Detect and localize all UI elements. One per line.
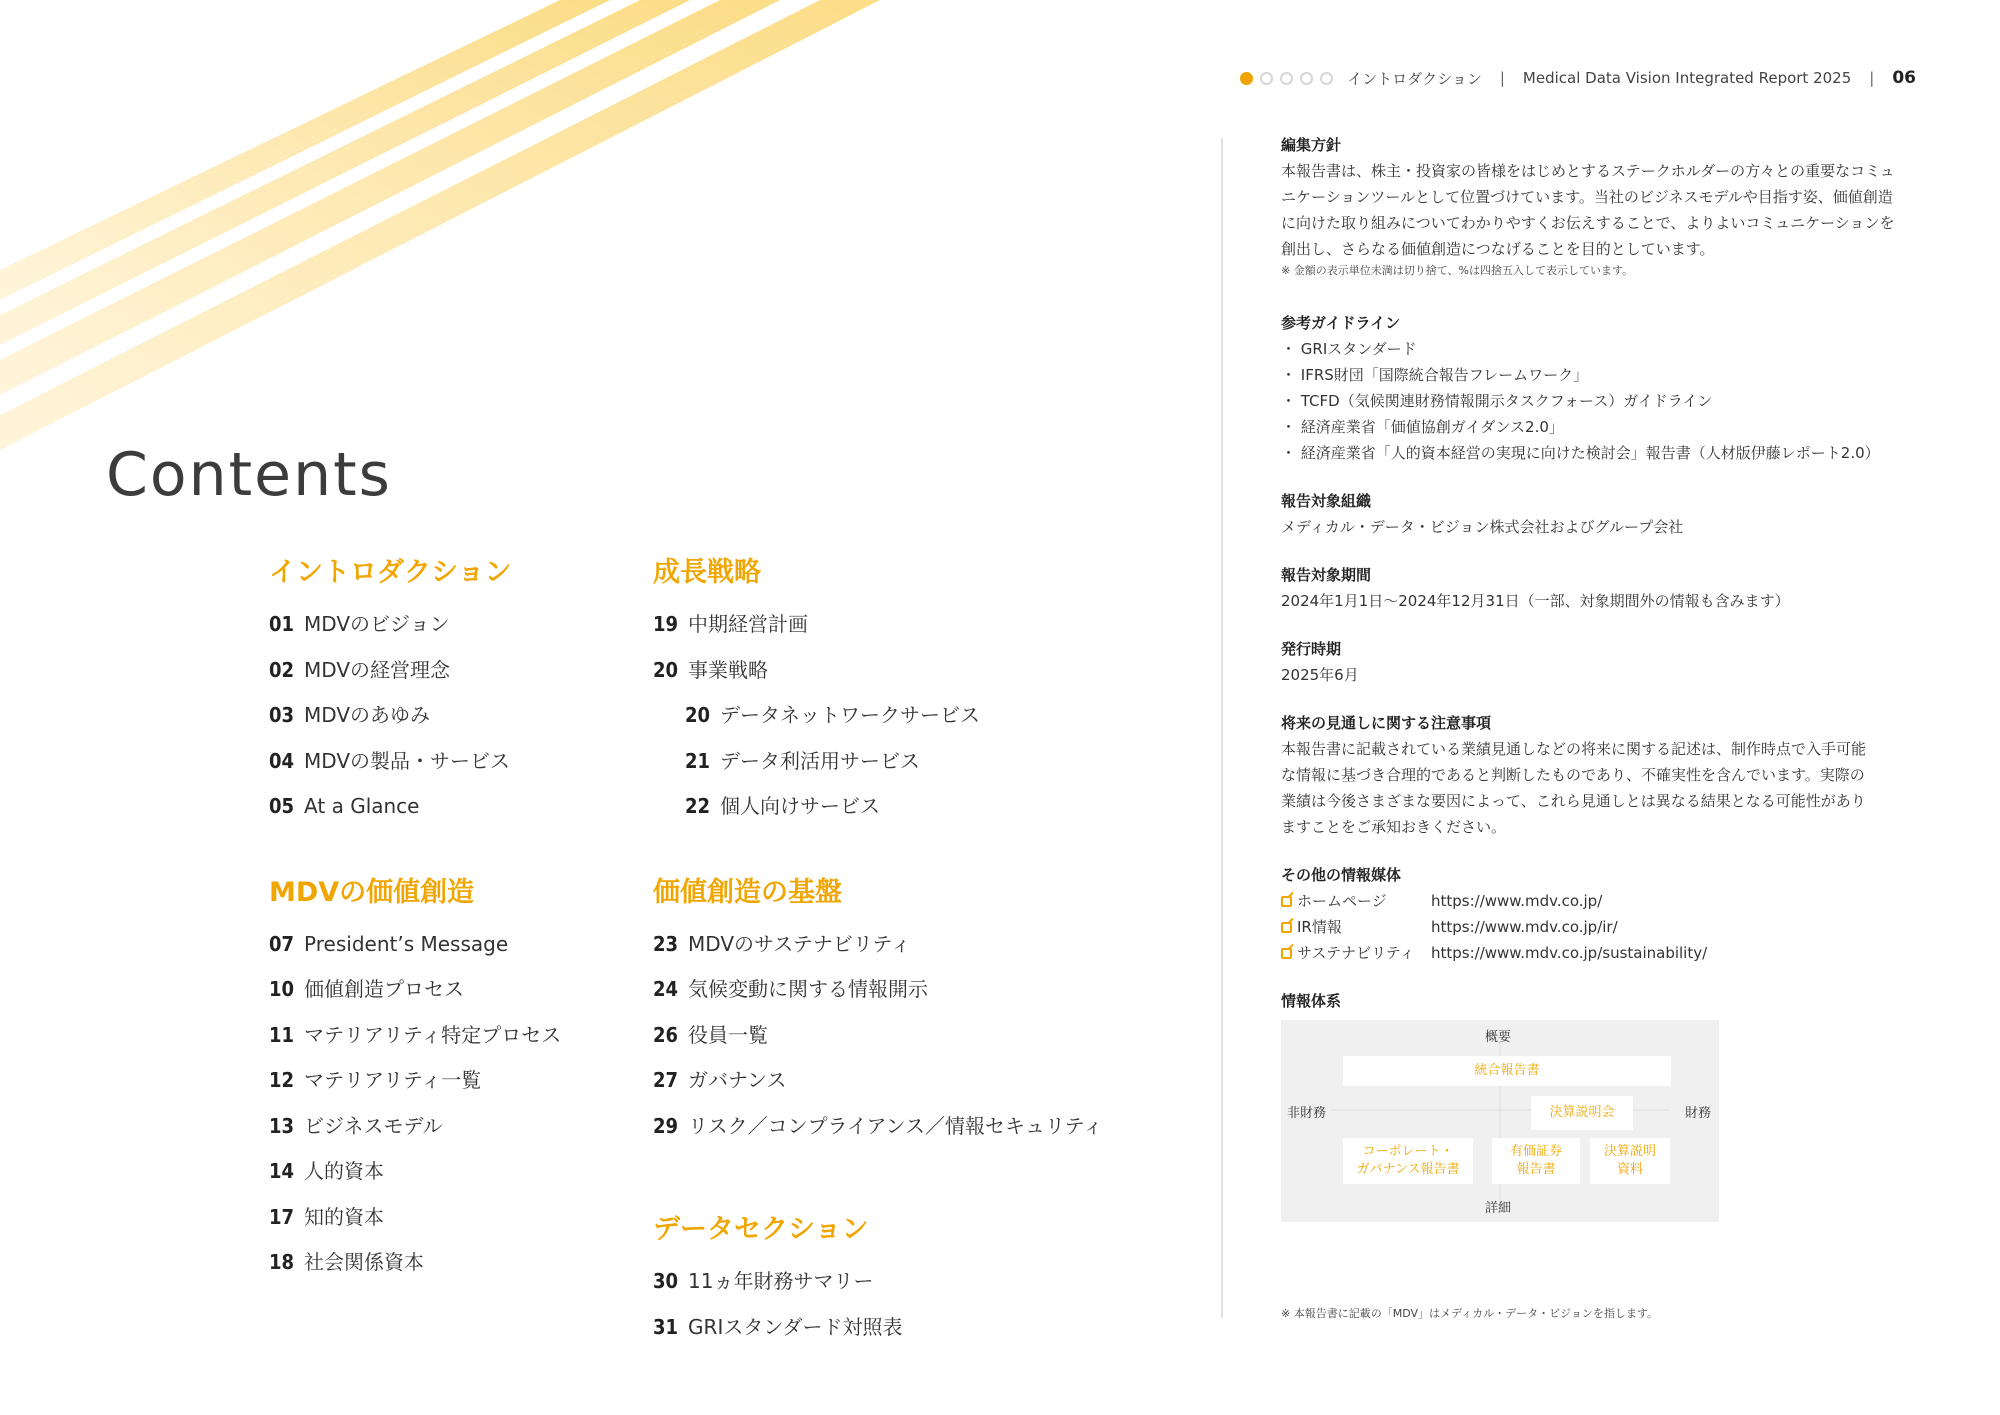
axis-top-label: 概要	[1485, 1030, 1512, 1045]
box-text: ガバナンス報告書	[1356, 1162, 1460, 1177]
toc-item[interactable]	[269, 967, 689, 1013]
toc-section-heading: 価値創造の基盤	[653, 876, 842, 908]
toc-item-number: 14	[269, 1159, 295, 1183]
toc-item-label: リスク／コンプライアンス／情報セキュリティ	[688, 1113, 1104, 1138]
toc-item-number: 30	[653, 1269, 679, 1293]
editorial-policy	[1281, 132, 1921, 280]
report-organization	[1281, 488, 1921, 540]
toc-item-number: 05	[269, 794, 295, 818]
footnote: ※ 金額の表示単位未満は切り捨て、%は四捨五入して表示しています。	[1281, 264, 1634, 277]
indicator-dot	[1280, 72, 1293, 85]
toc-section-heading: 成長戦略	[653, 557, 761, 588]
toc-subitem[interactable]	[653, 784, 1173, 830]
toc-item-label: MDVのビジョン	[304, 612, 450, 636]
block-heading: 参考ガイドライン	[1281, 314, 1401, 332]
info-system	[1281, 988, 1921, 1222]
toc-item-number: 11	[269, 1022, 295, 1047]
toc-item-label: 社会関係資本	[304, 1250, 425, 1274]
page-header	[1240, 66, 1916, 90]
toc-item-number: 20	[685, 703, 711, 727]
external-link-icon	[1281, 896, 1292, 907]
box-text: 決算説明	[1603, 1144, 1656, 1159]
toc-item-label: MDVのサステナビリティ	[688, 931, 911, 956]
issue-date	[1281, 636, 1921, 688]
box-securities-report	[1492, 1138, 1580, 1184]
toc-item-number: 10	[269, 977, 295, 1001]
toc-item-label: 気候変動に関する情報開示	[688, 977, 929, 1001]
paragraph-line: 業績は今後さまざまな要因によって、これら見通しとは異なる結果となる可能性があり	[1281, 792, 1866, 810]
toc-item-number: 01	[269, 612, 295, 636]
block-text: メディカル・データ・ビジョン株式会社およびグループ会社	[1281, 518, 1684, 536]
media-url[interactable]: https://www.mdv.co.jp/ir/	[1431, 918, 1618, 936]
toc-item-label: 知的資本	[304, 1204, 385, 1229]
toc-item[interactable]	[653, 1259, 1173, 1305]
toc-item-label: 事業戦略	[688, 657, 769, 682]
media-link-sustainability[interactable]	[1281, 940, 1921, 966]
box-results-briefing: 決算説明会	[1531, 1096, 1633, 1130]
block-text: 2024年1月1日〜2024年12月31日（一部、対象期間外の情報も含みます）	[1281, 592, 1790, 610]
block-heading: 報告対象組織	[1281, 492, 1372, 510]
axis-right-label: 財務	[1685, 1106, 1712, 1121]
box-text: 報告書	[1516, 1162, 1556, 1177]
toc-item-number: 18	[269, 1250, 295, 1274]
toc-item-label: 役員一覧	[688, 1022, 769, 1047]
toc-item-number: 19	[653, 612, 679, 636]
toc-item-label: MDVのあゆみ	[304, 703, 431, 727]
box-briefing-materials	[1590, 1138, 1670, 1184]
toc-item[interactable]	[269, 1195, 689, 1241]
toc-item[interactable]	[653, 967, 1173, 1013]
toc-item-label: 価値創造プロセス	[304, 977, 465, 1001]
block-heading: 編集方針	[1281, 136, 1342, 154]
toc-section-heading: MDVの価値創造	[269, 876, 475, 908]
toc-item-label: マテリアリティ特定プロセス	[304, 1022, 562, 1047]
toc-item-label: MDVの製品・サービス	[304, 748, 511, 773]
toc-item-number: 29	[653, 1113, 679, 1138]
paragraph-line: 本報告書は、株主・投資家の皆様をはじめとするステークホルダーの方々との重要なコミュ	[1281, 162, 1895, 180]
paragraph-line: ニケーションツールとして位置づけています。当社のビジネスモデルや目指す姿、価値創造	[1281, 188, 1893, 206]
toc-item[interactable]	[269, 1240, 689, 1286]
box-text: 資料	[1616, 1162, 1643, 1177]
header-section: イントロダクション	[1347, 69, 1482, 88]
box-text: コーポレート・	[1362, 1144, 1454, 1159]
external-link-icon	[1281, 922, 1292, 933]
toc-item-number: 24	[653, 977, 679, 1001]
other-media	[1281, 862, 1921, 966]
media-link-ir[interactable]	[1281, 914, 1921, 940]
indicator-dot	[1300, 72, 1313, 85]
toc-item-label: 人的資本	[304, 1159, 385, 1183]
indicator-dot	[1320, 72, 1333, 85]
block-heading: 発行時期	[1281, 640, 1342, 658]
block-heading: 情報体系	[1281, 992, 1342, 1010]
toc-item[interactable]	[653, 1104, 1173, 1150]
toc-item-number: 12	[269, 1068, 295, 1092]
list-item: ・ 経済産業省「人的資本経営の実現に向けた検討会」報告書（人材版伊藤レポート2.0）	[1281, 444, 1880, 462]
toc-item[interactable]	[653, 602, 1173, 648]
toc-item-number: 03	[269, 703, 295, 727]
page-footnote: ※ 本報告書に記載の「MDV」はメディカル・データ・ビジョンを指します。	[1281, 1307, 1659, 1320]
toc-item-number: 26	[653, 1022, 679, 1047]
toc-item-label: MDVの経営理念	[304, 657, 451, 682]
toc-item[interactable]	[269, 784, 689, 830]
header-separator: |	[1499, 69, 1505, 87]
toc-item[interactable]	[269, 1013, 689, 1059]
toc-item-label: President’s Message	[304, 931, 509, 956]
toc-item[interactable]	[269, 1149, 689, 1195]
toc-item[interactable]	[269, 693, 689, 739]
list-item: ・ GRIスタンダード	[1281, 340, 1417, 358]
contents-title: Contents	[106, 440, 392, 510]
report-period	[1281, 562, 1921, 614]
toc-item-number: 22	[685, 794, 711, 818]
toc-section	[653, 550, 1173, 830]
header-report-title: Medical Data Vision Integrated Report 2025	[1522, 69, 1852, 87]
toc-item[interactable]	[653, 648, 1173, 694]
toc-item-label: GRIスタンダード対照表	[688, 1314, 903, 1339]
block-heading: その他の情報媒体	[1281, 866, 1402, 884]
toc-item[interactable]	[269, 648, 689, 694]
paragraph-line: に向けた取り組みについてわかりやすくお伝えすることで、よりよいコミュニケーションを	[1281, 214, 1895, 232]
toc-item-label: 11ヵ年財務サマリー	[688, 1269, 874, 1293]
header-separator: |	[1869, 69, 1875, 87]
paragraph-line: な情報に基づき合理的であると判断したものであり、不確実性を含んでいます。実際の	[1281, 766, 1865, 784]
media-label: ホームページ	[1297, 892, 1387, 910]
axis-left-label: 非財務	[1287, 1106, 1327, 1121]
toc-item-label: 中期経営計画	[688, 612, 809, 636]
guidelines	[1281, 310, 1921, 466]
page-number: 06	[1892, 68, 1916, 88]
box-text: 有価証券	[1509, 1144, 1562, 1159]
toc-item[interactable]	[269, 602, 689, 648]
toc-item[interactable]	[653, 1058, 1173, 1104]
toc-item[interactable]	[269, 739, 689, 785]
list-item: ・ IFRS財団「国際統合報告フレームワーク」	[1281, 366, 1589, 384]
box-integrated-report: 統合報告書	[1343, 1056, 1671, 1086]
toc-item-label: ビジネスモデル	[304, 1113, 443, 1138]
toc-section	[269, 870, 689, 1286]
toc-section-heading: データセクション	[653, 1214, 869, 1245]
block-heading: 将来の見通しに関する注意事項	[1281, 714, 1492, 732]
external-link-icon	[1281, 948, 1292, 959]
indicator-dot-active	[1240, 72, 1253, 85]
toc-subitem[interactable]	[653, 693, 1173, 739]
indicator-dot	[1260, 72, 1273, 85]
toc-item-number: 02	[269, 657, 295, 682]
axis-bottom-label: 詳細	[1485, 1201, 1512, 1216]
toc-item-label: ガバナンス	[688, 1068, 787, 1092]
media-link-homepage[interactable]	[1281, 888, 1921, 914]
list-item: ・ TCFD（気候関連財務情報開示タスクフォース）ガイドライン	[1281, 392, 1713, 410]
info-panel	[1281, 132, 1921, 1244]
info-system-diagram	[1281, 1020, 1719, 1222]
list-item: ・ 経済産業省「価値協創ガイダンス2.0」	[1281, 418, 1564, 436]
toc-column-right	[653, 550, 1173, 1390]
toc-item[interactable]	[653, 922, 1173, 968]
toc-item-number: 07	[269, 931, 295, 956]
toc-item-number: 17	[269, 1204, 295, 1229]
toc-item[interactable]	[653, 1305, 1173, 1351]
paragraph-line: 本報告書に記載されている業績見通しなどの将来に関する記述は、制作時点で入手可能	[1281, 740, 1867, 758]
toc-item-number: 23	[653, 931, 679, 956]
toc-item-number: 13	[269, 1113, 295, 1138]
toc-section	[269, 550, 689, 830]
toc-item[interactable]	[653, 1013, 1173, 1059]
box-governance-report	[1343, 1138, 1473, 1184]
toc-section-heading: イントロダクション	[269, 557, 512, 588]
toc-item-label: 個人向けサービス	[720, 794, 881, 818]
toc-item-number: 31	[653, 1314, 679, 1339]
media-url[interactable]: https://www.mdv.co.jp/sustainability/	[1431, 944, 1708, 962]
toc-item-label: マテリアリティ一覧	[304, 1068, 482, 1092]
column-divider	[1221, 138, 1223, 1318]
media-label: サステナビリティ	[1297, 944, 1415, 962]
toc-column-left	[269, 550, 689, 1326]
paragraph-line: ますことをご承知おきください。	[1281, 818, 1507, 836]
toc-item-number: 21	[685, 748, 711, 773]
block-text: 2025年6月	[1281, 666, 1359, 684]
forward-looking	[1281, 710, 1921, 840]
toc-item-label: データネットワークサービス	[720, 703, 981, 727]
toc-item-label: At a Glance	[304, 794, 420, 818]
toc-section	[653, 1207, 1173, 1350]
toc-subitem[interactable]	[653, 739, 1173, 785]
paragraph-line: 創出し、さらなる価値創造につなげることを目的としています。	[1281, 240, 1715, 258]
toc-item[interactable]	[269, 1058, 689, 1104]
decorative-stripes	[0, 0, 900, 460]
toc-item-number: 27	[653, 1068, 679, 1092]
toc-item-number: 20	[653, 657, 679, 682]
block-heading: 報告対象期間	[1281, 566, 1372, 584]
diagram-axes	[1281, 1020, 1719, 1222]
toc-item-number: 04	[269, 748, 295, 773]
toc-section	[653, 870, 1173, 1150]
section-indicator	[1240, 72, 1333, 85]
toc-item[interactable]	[269, 1104, 689, 1150]
media-label: IR情報	[1297, 918, 1342, 936]
toc-item[interactable]	[269, 922, 689, 968]
toc-item-label: データ利活用サービス	[720, 748, 921, 773]
media-url[interactable]: https://www.mdv.co.jp/	[1431, 892, 1603, 910]
